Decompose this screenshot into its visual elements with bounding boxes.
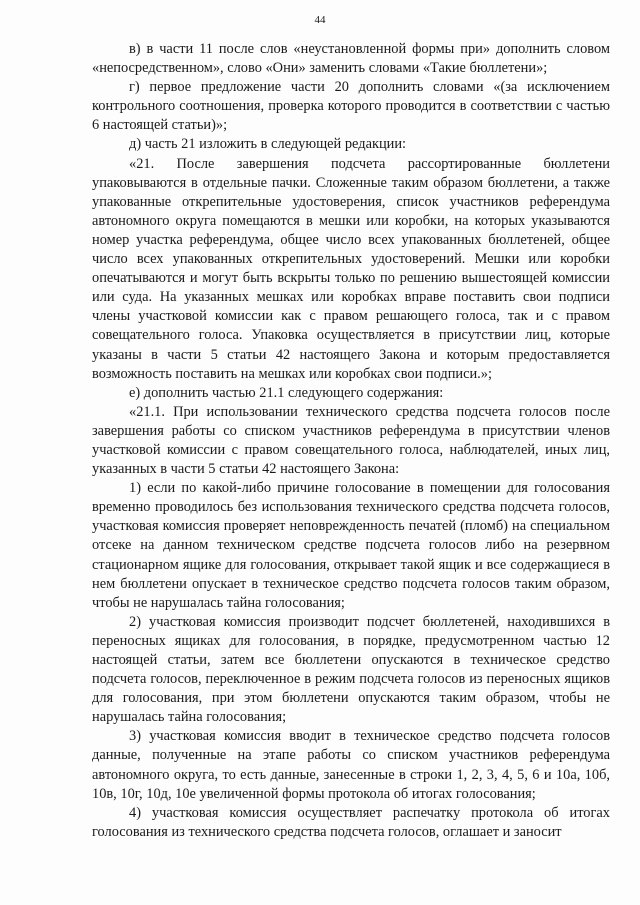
paragraph-g: г) первое предложение части 20 дополнить словами «(за исключением контрольного соотношения, проверка которого проводится в соответствии с частью 6 настоящей статьи)»; [92, 79, 610, 134]
paragraph-item-3: 3) участковая комиссия вводит в техническое средство подсчета голосов данные, полученные на этапе работы со списком участников референдума автономного округа, то есть данные, занесенные в строки 1, 2, 3, 4, 5, 6 и 10а, 10б, 10в, 10г, 10д, 10е увеличенной формы протокола об итогах голосования; [92, 728, 610, 802]
paragraph-item-1: 1) если по какой-либо причине голосование в помещении для голосования временно проводилось без использования технического средства подсчета голосов, участковая комиссия проверяет неповрежденность печатей (пломб) на специальном отсеке на данном техническом средстве подсчета голосов либо на резервном стационарном ящике для голосования, открывает такой ящик и все содержащиеся в нем бюллетени опускает в техническое средство подсчета голосов таким образом, чтобы не нарушалась тайна голосования; [92, 480, 610, 611]
paragraph-d: д) часть 21 изложить в следующей редакции: [129, 136, 407, 153]
paragraph-part-21: «21. После завершения подсчета рассортированные бюллетени упаковываются в отдельные пачки. Сложенные таким образом бюллетени, а также упакованные открепительные удостоверения, список участников референдума автономного округа помещаются в мешки или коробки, на которых указываются номер участка референдума, общее число всех упакованных бюллетеней, общее число всех упакованных открепительных удостоверений. Мешки или коробки опечатываются и могут быть вскрыты только по решению вышестоящей комиссии или суда. На указанных мешках или коробках вправе поставить свои подписи члены участковой комиссии как с правом решающего голоса, так и с правом совещательного голоса. Упаковка осуществляется в присутствии лиц, которые указаны в части 5 статьи 42 настоящего Закона и которым предоставляется возможность поставить на мешках или коробках свои подписи.»; [92, 155, 610, 382]
paragraph-part-21-1: «21.1. При использовании технического средства подсчета голосов после завершения работы со списком участников референдума в присутствии членов участковой комиссии с правом совещательного голоса, наблюдателей, иных лиц, указанных в части 5 статьи 42 настоящего Закона: [92, 403, 610, 478]
document-body [92, 40, 610, 842]
paragraph-v: в) в части 11 после слов «неустановленной формы при» дополнить словом «непосредственном», слово «Они» заменить словами «Такие бюллетени»; [92, 41, 610, 77]
paragraph-item-2: 2) участковая комиссия производит подсчет бюллетеней, находившихся в переносных ящиках для голосования, в порядке, предусмотренном частью 12 настоящей статьи, затем все бюллетени опускаются в техническое средство подсчета голосов, переключенное в режим подсчета голосов из переносных ящиков для голосования, при этом бюллетени опускаются таким образом, чтобы не нарушалась тайна голосования; [92, 613, 610, 726]
page-number: 44 [314, 14, 326, 26]
paragraph-item-4: 4) участковая комиссия осуществляет распечатку протокола об итогах голосования из технического средства подсчета голосов, оглашает и заносит [92, 804, 610, 840]
paragraph-e: е) дополнить частью 21.1 следующего содержания: [129, 384, 444, 401]
